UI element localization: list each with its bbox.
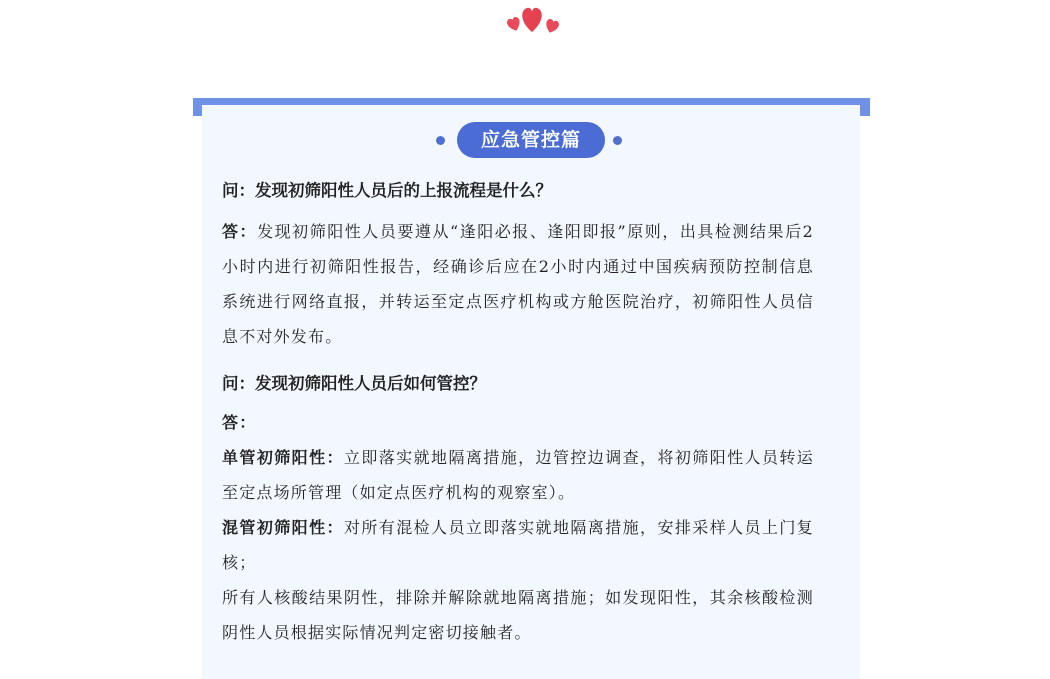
item-1-text: 立即落实就地隔离措施，边管控边调查，将初筛阳性人员转运至定点场所管理（如定点医疗机构的观察室）。 xyxy=(222,448,815,502)
item-2-text: 对所有混检人员立即落实就地隔离措施，安排采样人员上门复核； xyxy=(222,518,815,572)
item-1-label: 单管初筛阳性： xyxy=(222,448,344,467)
answer-2-item-1 xyxy=(222,440,814,510)
question-1: 问：发现初筛阳性人员后的上报流程是什么？ xyxy=(222,181,552,200)
section-title: 应急管控篇 xyxy=(457,122,605,158)
section-header xyxy=(436,122,622,158)
question-2: 问：发现初筛阳性人员后如何管控？ xyxy=(222,374,486,393)
item-2-label: 混管初筛阳性： xyxy=(222,518,344,537)
answer-2-item-2 xyxy=(222,510,814,580)
answer-2-label: 答： xyxy=(222,413,257,432)
dot-right-icon xyxy=(613,136,622,145)
answer-1 xyxy=(222,214,814,354)
answer-2-item-3: 所有人核酸结果阴性，排除并解除就地隔离措施；如发现阳性，其余核酸检测阴性人员根据实际情况判定密切接触者。 xyxy=(222,588,814,642)
qa-content xyxy=(222,176,814,650)
hearts-icon xyxy=(500,2,564,36)
answer-1-text: 发现初筛阳性人员要遵从“逢阳必报、逢阳即报”原则，出具检测结果后2小时内进行初筛阳性报告，经确诊后应在2小时内通过中国疾病预防控制信息系统进行网络直报，并转运至定点医疗机构或方舱医院治疗，初筛阳性人员信息不对外发布。 xyxy=(222,222,814,346)
dot-left-icon xyxy=(436,136,445,145)
answer-2-label-line xyxy=(222,405,814,440)
answer-1-label: 答： xyxy=(222,222,258,241)
